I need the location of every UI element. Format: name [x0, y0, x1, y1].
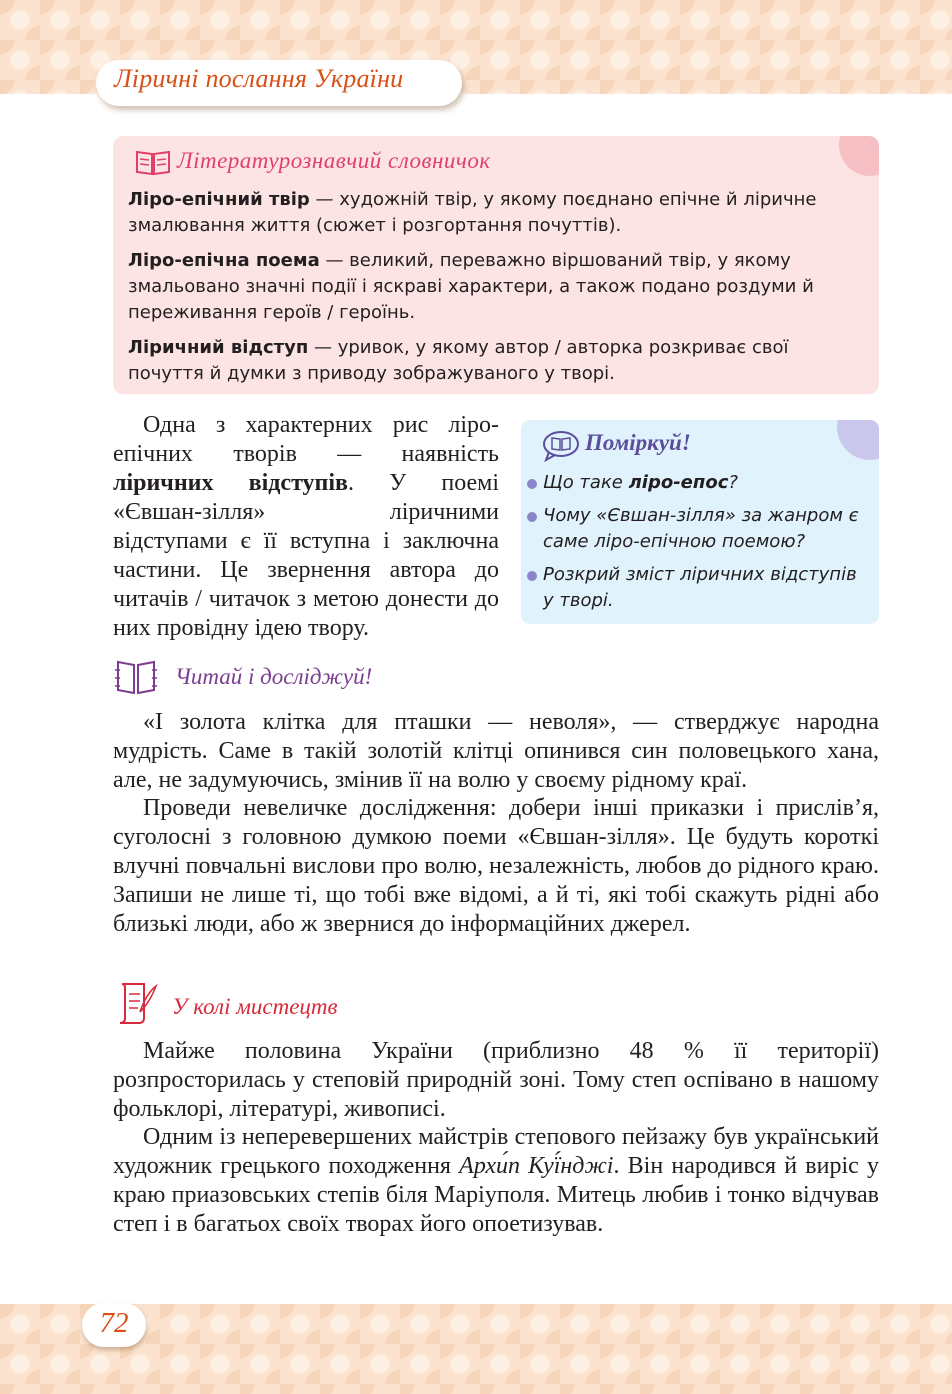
page-number: 72 — [99, 1307, 129, 1339]
bullet-dot — [527, 479, 537, 489]
bullet-dot — [527, 512, 537, 522]
art-paragraph-1: Майже половина України (приблизно 48 % її території) розпросторилась у степовій природній зоні. Тому степ оспівано в нашому фольклорі, літературі, живописі. — [113, 1038, 879, 1122]
definition-2 — [128, 248, 858, 326]
think-corner-decoration — [837, 420, 879, 460]
question-bold: ліро-епос — [628, 472, 729, 493]
art-section-title: У колі мистецтв — [172, 994, 338, 1019]
page-header-title: Ліричні послання України — [114, 64, 404, 93]
question-text: Розкрий зміст ліричних відступів у творі. — [543, 564, 857, 611]
think-title: Поміркуй! — [585, 430, 691, 455]
dictionary-title: Літературознавчий словничок — [177, 148, 491, 173]
speech-bubble-book-icon — [541, 430, 581, 462]
definition-1 — [128, 187, 858, 239]
book-icon — [114, 658, 158, 696]
definition-term: Ліро-епічна поема — [128, 250, 320, 271]
open-book-icon — [135, 146, 171, 176]
dictionary-box — [113, 136, 879, 394]
question-text: Чому «Євшан-зілля» за жанром є саме ліро-епічною поемою? — [543, 505, 859, 552]
definition-text: — художній твір, у якому поєднано епічне й ліричне змалювання життя (сюжет і розгортання почуттів). — [128, 189, 817, 236]
art-paragraph-2 — [113, 1123, 879, 1239]
question-1 — [533, 470, 873, 496]
question-2 — [533, 503, 873, 555]
definition-3 — [128, 335, 858, 387]
definition-text: — великий, переважно віршований твір, у якому змальовано значні події і яскраві характери, а також подано роздуми й переживання героїв / героїнь. — [128, 250, 814, 323]
question-3 — [533, 562, 873, 614]
intro-text-1: Одна з характерних рис ліро-епічних творів — наявність — [113, 412, 499, 467]
intro-paragraph — [113, 411, 499, 643]
scroll-quill-icon — [116, 980, 158, 1026]
definition-term: Ліричний відступ — [128, 337, 309, 358]
read-paragraph-1: «І золота клітка для пташки — неволя», — стверджує народна мудрість. Саме в такій золотій клітці опинився син половецького хана, але, не задумуючись, змінив її на волю у своєму рідному краї. — [113, 709, 879, 793]
intro-bold-term: ліричних відступів — [113, 470, 349, 496]
question-text: Що таке — [543, 472, 629, 493]
definition-term: Ліро-епічний твір — [128, 189, 310, 210]
question-text: ? — [728, 472, 738, 493]
intro-text-2: . У поемі «Євшан-зілля» ліричними відступами є її вступна і заключна частини. Це звернення автора до читачів / читачок з метою донести до них провідну ідею твору. — [113, 470, 500, 641]
think-box — [521, 420, 879, 624]
read-section-title: Читай і досліджуй! — [175, 664, 373, 689]
art-text-2: . Він народився й виріс у краю приазовських степів біля Маріуполя. Митець любив і тонко відчував степ і в багатьох своїх творах його опоетизував. — [113, 1153, 879, 1237]
artist-name: Архи́п Куї́нджі — [459, 1153, 614, 1179]
definition-text: — уривок, у якому автор / авторка розкриває свої почуття й думки з приводу зображуваного у творі. — [128, 337, 789, 384]
dictionary-corner-decoration — [839, 136, 879, 176]
bullet-dot — [527, 571, 537, 581]
read-paragraph-2: Проведи невеличке дослідження: добери інші приказки і прислів’я, суголосні з головною думкою поеми «Євшан-зілля». Це будуть короткі влучні повчальні вислови про волю, незалежність, любов до рідного краю. Запиши не лише ті, що тобі вже відомі, а й ті, які тобі скажуть рідні або близькі люди, або ж звернися до інформаційних джерел. — [113, 795, 879, 937]
art-text-1: Одним із неперевершених майстрів степового пейзажу був український художник грецького походження — [113, 1124, 879, 1179]
